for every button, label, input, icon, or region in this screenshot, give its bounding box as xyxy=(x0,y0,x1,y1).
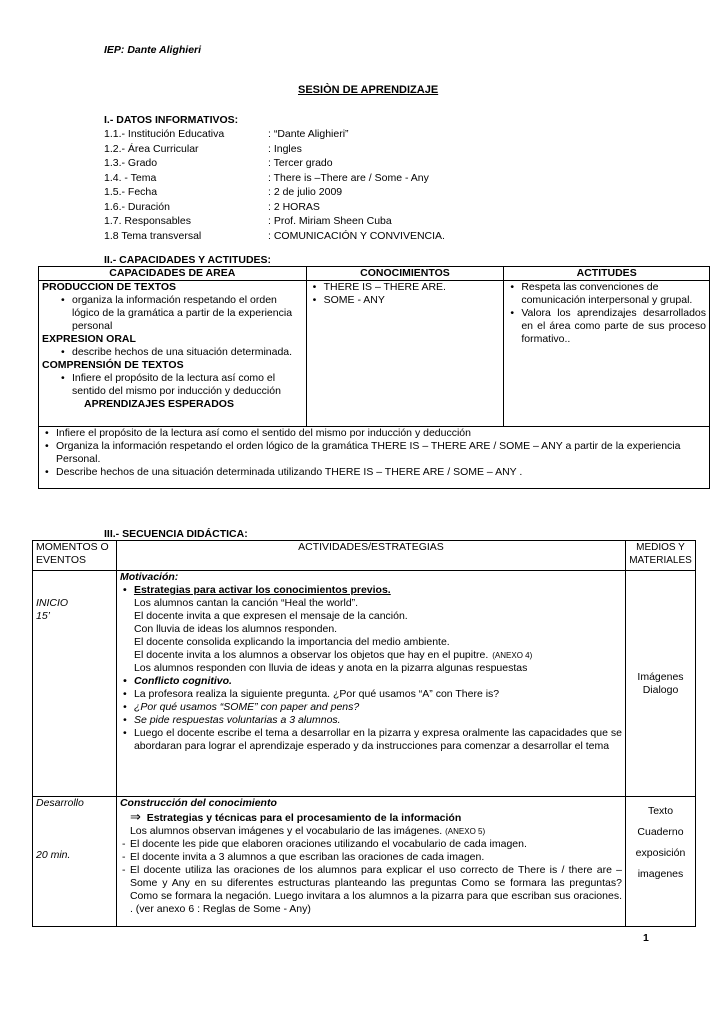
section2-heading: II.- CAPACIDADES Y ACTITUDES: xyxy=(104,254,272,266)
school-header: IEP: Dante Alighieri xyxy=(104,44,202,56)
info-value: : COMUNICACIÓN Y CONVIVENCIA. xyxy=(268,229,445,242)
info-value: : 2 HORAS xyxy=(268,200,320,213)
inicio-label: INICIO xyxy=(36,597,69,609)
inicio-line-text: El docente invita a que expresen el mensaje de la canción. xyxy=(133,610,408,622)
info-row xyxy=(104,143,504,156)
construccion: Construcción del conocimiento xyxy=(119,797,277,809)
cap2-item: • describe hechos de una situación determinada. xyxy=(58,346,303,359)
desarrollo-lines xyxy=(120,838,622,916)
info-key: 1.2.- Área Curricular xyxy=(104,142,199,155)
info-value: : “Dante Alighieri” xyxy=(268,128,349,140)
inicio-line xyxy=(134,636,622,649)
observan: Los alumnos observan imágenes y el vocabulario de las imágenes. xyxy=(129,825,443,837)
esp2: • Organiza la información respetando el orden lógico de la gramática THERE IS – THERE ARE / SOME – ANY a partir de la experiencia Personal. xyxy=(42,440,706,466)
medios1: Imágenes Dialogo xyxy=(625,571,695,797)
desarrollo-label: Desarrollo xyxy=(36,797,84,809)
cap3-title: COMPRENSIÓN DE TEXTOS xyxy=(42,359,184,371)
medio-item: Texto xyxy=(647,805,674,817)
esp1: • Infiere el propósito de la lectura así como el sentido del mismo por inducción y deducción xyxy=(42,427,706,440)
info-row xyxy=(104,128,504,141)
desarrollo-time: 20 min. xyxy=(36,849,71,861)
info-key: 1.3.- Grado xyxy=(104,157,158,169)
medio-item: Cuaderno xyxy=(637,826,684,838)
section3-heading: III.- SECUENCIA DIDÁCTICA: xyxy=(104,528,248,540)
act2: • Valora los aprendizajes desarrollados en el área como parte de sus proceso formativo.. xyxy=(507,307,706,346)
inicio-line-text: Con lluvia de ideas los alumnos responden. xyxy=(133,623,338,635)
capacities-table xyxy=(38,266,710,489)
inicio-line-text: Los alumnos cantan la canción “Heal the world”. xyxy=(133,597,359,609)
info-key: 1.7. Responsables xyxy=(104,215,191,227)
esperados-cell xyxy=(39,427,710,489)
desarrollo-activities xyxy=(116,797,625,927)
info-value: : Prof. Miriam Sheen Cuba xyxy=(268,215,392,227)
info-key: 1.6.- Duración xyxy=(104,200,170,213)
anexo5: (ANEXO 5) xyxy=(445,827,486,836)
cap1-title: PRODUCCION DE TEXTOS xyxy=(42,281,176,293)
capacidades-cell xyxy=(39,281,307,427)
inicio-line xyxy=(134,649,622,662)
arrow-right-icon: ⇒ xyxy=(129,809,141,824)
col-actitudes: ACTITUDES xyxy=(504,267,710,281)
act1: • Respeta las convenciones de comunicación interpersonal y grupal. xyxy=(507,281,706,307)
inicio-line xyxy=(134,623,622,636)
inicio-lines xyxy=(120,597,622,675)
info-row xyxy=(104,157,504,170)
inicio-activities xyxy=(116,571,625,797)
actitudes-cell xyxy=(504,281,710,427)
info-value: : 2 de julio 2009 xyxy=(268,186,343,198)
col-actividades: ACTIVIDADES/ESTRATEGIAS xyxy=(116,541,625,571)
pregunta: • La profesora realiza la siguiente pregunta. ¿Por qué usamos “A” con There is? xyxy=(120,688,622,701)
col-medios: MEDIOS Y MATERIALES xyxy=(625,541,695,571)
info-row xyxy=(104,201,504,214)
estrategias2: Estrategias y técnicas para el procesamiento de la información xyxy=(146,812,462,824)
info-value: : Tercer grado xyxy=(268,157,333,169)
info-value: : There is –There are / Some - Any xyxy=(268,171,429,184)
desarrollo-line: - El docente invita a 3 alumnos a que escriban las oraciones de cada imagen. xyxy=(120,851,622,864)
page-title: SESIÒN DE APRENDIZAJE xyxy=(298,84,439,96)
inicio-cell xyxy=(33,571,117,797)
pide: • Se pide respuestas voluntarias a 3 alumnos. xyxy=(120,714,622,727)
inicio-line xyxy=(134,610,622,623)
inicio-line-text: Los alumnos responden con lluvia de ideas y anota en la pizarra algunas respuestas xyxy=(133,662,528,674)
cap1-item: • organiza la información respetando el orden lógico de la gramática a partir de la experiencia personal xyxy=(58,294,303,333)
estrategias1: • Estrategias para activar los conocimientos previos. xyxy=(120,584,622,597)
sequence-table xyxy=(32,540,696,927)
some-question: • ¿Por qué usamos “SOME” con paper and pens? xyxy=(120,701,622,714)
info-row xyxy=(104,230,504,243)
page-number: 1 xyxy=(643,932,649,944)
medios2-cell xyxy=(625,797,695,927)
medio-item: exposición xyxy=(635,847,686,859)
desarrollo-line: - El docente les pide que elaboren oraciones utilizando el vocabulario de cada imagen. xyxy=(120,838,622,851)
col-conocimientos: CONOCIMIENTOS xyxy=(306,267,504,281)
info-key: 1.5.- Fecha xyxy=(104,186,158,198)
esp3: • Describe hechos de una situación determinada utilizando THERE IS – THERE ARE / SOME – ANY . xyxy=(42,466,706,479)
section1-heading: I.- DATOS INFORMATIVOS: xyxy=(104,114,239,126)
info-row xyxy=(104,186,504,199)
desarrollo-cell xyxy=(33,797,117,927)
inicio-line xyxy=(134,597,622,610)
info-key: 1.4. - Tema xyxy=(104,171,157,184)
motivacion: Motivación: xyxy=(119,571,179,583)
col-capacidades: CAPACIDADES DE AREA xyxy=(39,267,307,281)
con1: • THERE IS – THERE ARE. xyxy=(310,281,501,294)
conflicto: • Conflicto cognitivo. xyxy=(120,675,622,688)
cap2-title: EXPRESION ORAL xyxy=(42,333,136,345)
info-row xyxy=(104,172,504,185)
luego: • Luego el docente escribe el tema a desarrollar en la pizarra y expresa oralmente las capacidades que se abordaran para lograr el aprendizaje esperado y da instrucciones para comenzar a desarrollar el tema xyxy=(120,727,622,753)
inicio-line-text: El docente invita a los alumnos a observar los objetos que hay en el pupitre. xyxy=(133,649,489,661)
conocimientos-cell xyxy=(306,281,504,427)
col-momentos: MOMENTOS O EVENTOS xyxy=(33,541,117,571)
cap3-item: • Infiere el propósito de la lectura así como el sentido del mismo por inducción y deducción xyxy=(58,372,303,398)
esperados-title: APRENDIZAJES ESPERADOS xyxy=(84,398,234,410)
inicio-line xyxy=(134,662,622,675)
anexo4: (ANEXO 4) xyxy=(492,651,533,660)
info-key: 1.8 Tema transversal xyxy=(104,229,202,242)
inicio-line-text: El docente consolida explicando la importancia del medio ambiente. xyxy=(133,636,450,648)
medios2-list xyxy=(629,805,692,881)
info-value: : Ingles xyxy=(268,142,302,155)
con2: • SOME - ANY xyxy=(310,294,501,307)
info-key: 1.1.- Institución Educativa xyxy=(104,128,225,140)
info-row xyxy=(104,215,504,228)
desarrollo-line: - El docente utiliza las oraciones de los alumnos para explicar el uso correcto de There is / there are – Some y Any en su diferentes estructuras planteando las preguntas Como se formara las preguntas? Como se formara la negación. Luego invitara a los alumnos a la pizarra para que escriban sus oraciones. . (ver anexo 6 : Reglas de Some - Any) xyxy=(120,864,622,916)
inicio-time: 15’ xyxy=(36,610,51,622)
medio-item: imagenes xyxy=(637,868,684,880)
